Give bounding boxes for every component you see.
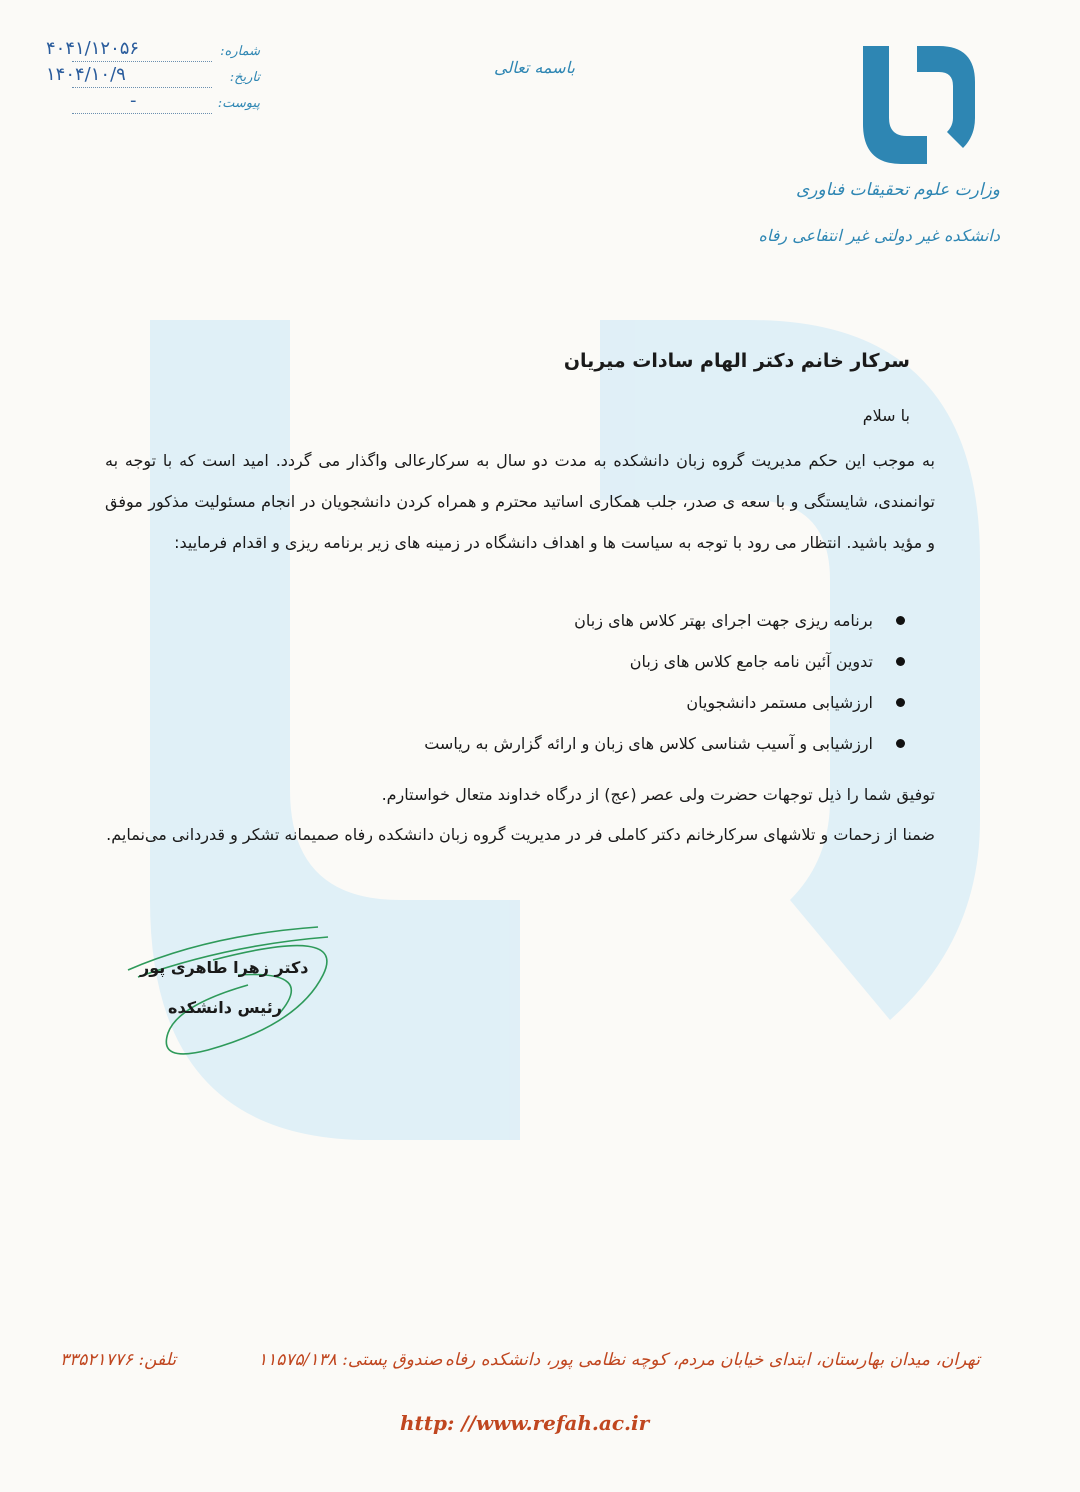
date-label: تاریخ: (229, 70, 260, 85)
closing-line: ضمنا از زحمات و تلاشهای سرکارخانم دکتر کاملی فر در مدیریت گروه زبان دانشکده رفاه صمیمانه تشکر و قدردانی می‌نمایم. (106, 825, 935, 844)
bismillah-heading: باسمه تعالی (494, 58, 575, 77)
signatory-name: دکتر زهرا طاهری پور (140, 958, 309, 977)
list-item: ارزشیابی مستمر دانشجویان (424, 682, 905, 723)
college-name: دانشکده غیر دولتی غیر انتفاعی رفاه (758, 226, 1000, 245)
dotted-line (72, 113, 212, 114)
bullet-icon (896, 657, 905, 666)
bullet-icon (896, 616, 905, 625)
recipient-heading: سرکار خانم دکتر الهام سادات میریان (563, 350, 910, 372)
letter-meta (40, 40, 260, 118)
handwritten-signature-icon (118, 915, 348, 1065)
list-item: برنامه ریزی جهت اجرای بهتر کلاس های زبان (424, 600, 905, 641)
dotted-line (72, 61, 212, 62)
dotted-line (72, 87, 212, 88)
ministry-name: وزارت علوم تحقیقات فناوری (795, 180, 1000, 200)
footer-phone: تلفن: ۳۳۵۲۱۷۷۶ (60, 1350, 177, 1370)
meta-date-row (40, 66, 260, 92)
list-item: ارزشیابی و آسیب شناسی کلاس های زبان و ارائه گزارش به ریاست (424, 723, 905, 764)
bullet-icon (896, 739, 905, 748)
salutation: با سلام (862, 406, 910, 425)
attachment-label: پیوست: (217, 96, 260, 111)
letter-date: ۱۴۰۴/۱۰/۹ (46, 64, 126, 85)
list-item: تدوین آئین نامه جامع کلاس های زبان (424, 641, 905, 682)
task-list (424, 600, 905, 764)
closing-line: توفیق شما را ذیل توجهات حضرت ولی عصر (عج) از درگاه خداوند متعال خواستارم. (381, 785, 935, 804)
number-label: شماره: (220, 44, 260, 59)
closing-text (105, 775, 935, 855)
signatory-title: رئیس دانشکده (168, 998, 282, 1017)
bullet-icon (896, 698, 905, 707)
university-logo-icon (855, 40, 980, 170)
meta-number-row (40, 40, 260, 66)
footer-pobox: صندوق پستی: ۱۱۵۷۵/۱۳۸ (258, 1350, 443, 1370)
attachment-value: - (130, 90, 138, 111)
letter-number: ۴۰۴۱/۱۲۰۵۶ (46, 38, 140, 59)
meta-attachment-row (40, 92, 260, 118)
footer-address: تهران، میدان بهارستان، ابتدای خیابان مردم، کوچه نظامی پور، دانشکده رفاه (444, 1350, 980, 1370)
letter-paragraph: به موجب این حکم مدیریت گروه زبان دانشکده به مدت دو سال به سرکارعالی واگذار می گردد. امید است که با توجه به توانمندی، شایستگی و با سعه ی صدر، جلب همکاری اساتید محترم و همراه کردن دانشجویان در انجام مسئولیت مذکور موفق و مؤید باشید. انتظار می رود با توجه به سیاست ها و اهداف دانشگاه در زمینه های زیر برنامه ریزی و اقدام فرمایید: (105, 451, 935, 552)
footer-url: http: //www.refah.ac.ir (400, 1411, 650, 1435)
